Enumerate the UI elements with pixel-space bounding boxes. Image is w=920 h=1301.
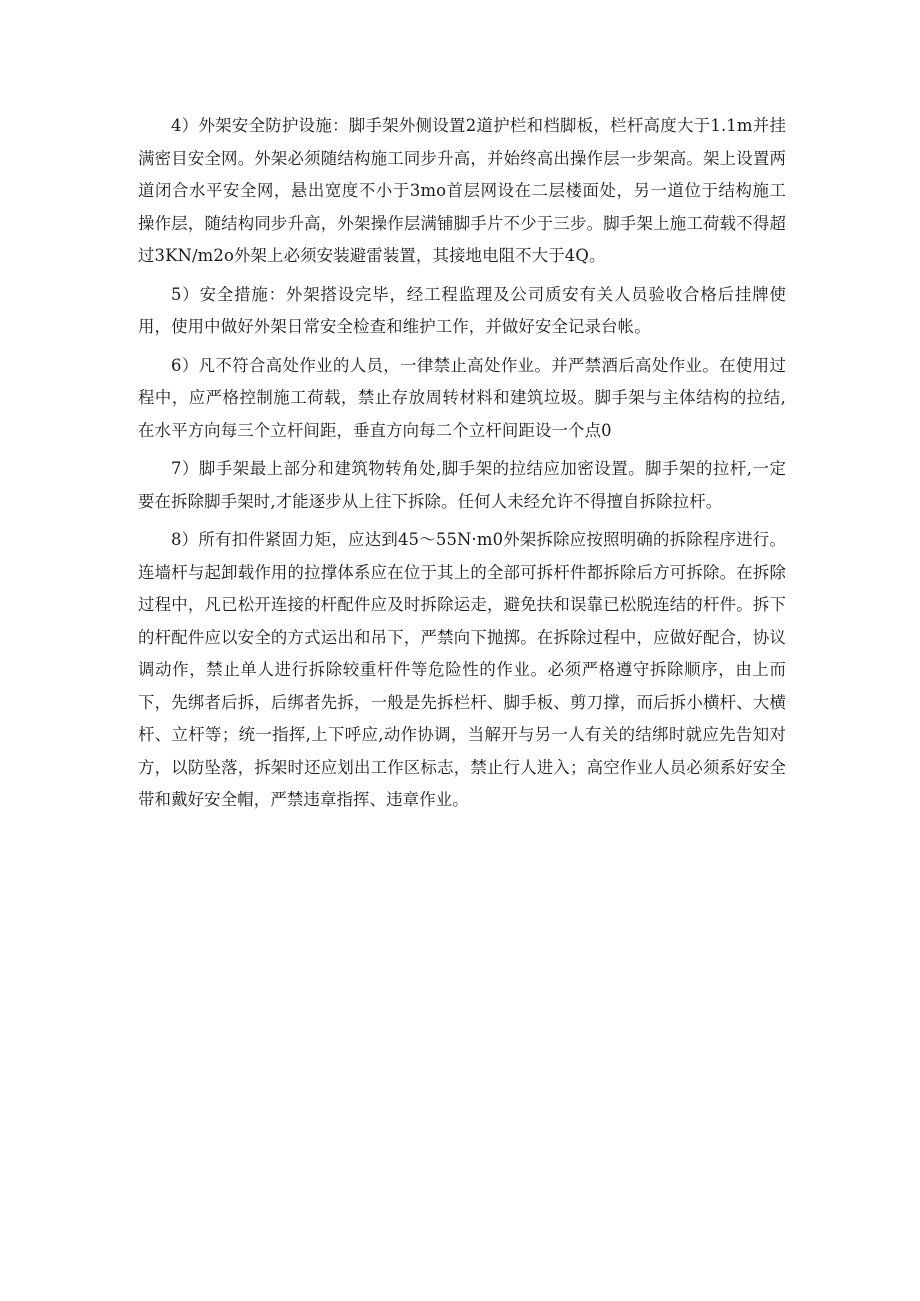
paragraph-item-8: 8）所有扣件紧固力矩，应达到45～55N·m0外架拆除应按照明确的拆除程序进行。连墙杆与起卸载作用的拉撑体系应在位于其上的全部可拆杆件都拆除后方可拆除。在拆除过程中，凡已松开连接的杆配件应及时拆除运走，避免扶和误靠已松脱连结的杆件。拆下的杆配件应以安全的方式运出和吊下，严禁向下抛掷。在拆除过程中，应做好配合，协议调动作，禁止单人进行拆除较重杆件等危险性的作业。必须严格遵守拆除顺序，由上而下，先绑者后拆，后绑者先拆，一般是先拆栏杆、脚手板、剪刀撑，而后拆小横杆、大横杆、立杆等；统一指挥,上下呼应,动作协调，当解开与另一人有关的结绑时就应先告知对方，以防坠落，拆架时还应划出工作区标志，禁止行人进入；高空作业人员必须系好安全带和戴好安全帽，严禁违章指挥、违章作业。 [138, 530, 786, 809]
document-body [138, 110, 786, 823]
paragraph-item-7: 7）脚手架最上部分和建筑物转角处,脚手架的拉结应加密设置。脚手架的拉杆,一定要在拆除脚手架时,才能逐步从上往下拆除。任何人未经允许不得擅自拆除拉杆。 [138, 459, 786, 511]
paragraph-item-5: 5）安全措施：外架搭设完毕，经工程监理及公司质安有关人员验收合格后挂牌使用，使用中做好外架日常安全检查和维护工作，并做好安全记录台帐。 [138, 284, 786, 336]
paragraph-item-4: 4）外架安全防护设施：脚手架外侧设置2道护栏和档脚板，栏杆高度大于1.1m并挂满密目安全网。外架必须随结构施工同步升高，并始终高出操作层一步架高。架上设置两道闭合水平安全网，悬出宽度不小于3mo首层网设在二层楼面处，另一道位于结构施工操作层，随结构同步升高，外架操作层满铺脚手片不少于三步。脚手架上施工荷载不得超过3KN∕m2o外架上必须安装避雷装置，其接地电阻不大于4Q。 [138, 116, 786, 265]
paragraph-item-6: 6）凡不符合高处作业的人员，一律禁止高处作业。并严禁酒后高处作业。在使用过程中，应严格控制施工荷载，禁止存放周转材料和建筑垃圾。脚手架与主体结构的拉结,在水平方向每三个立杆间距，垂直方向每二个立杆间距设一个点0 [138, 355, 786, 440]
